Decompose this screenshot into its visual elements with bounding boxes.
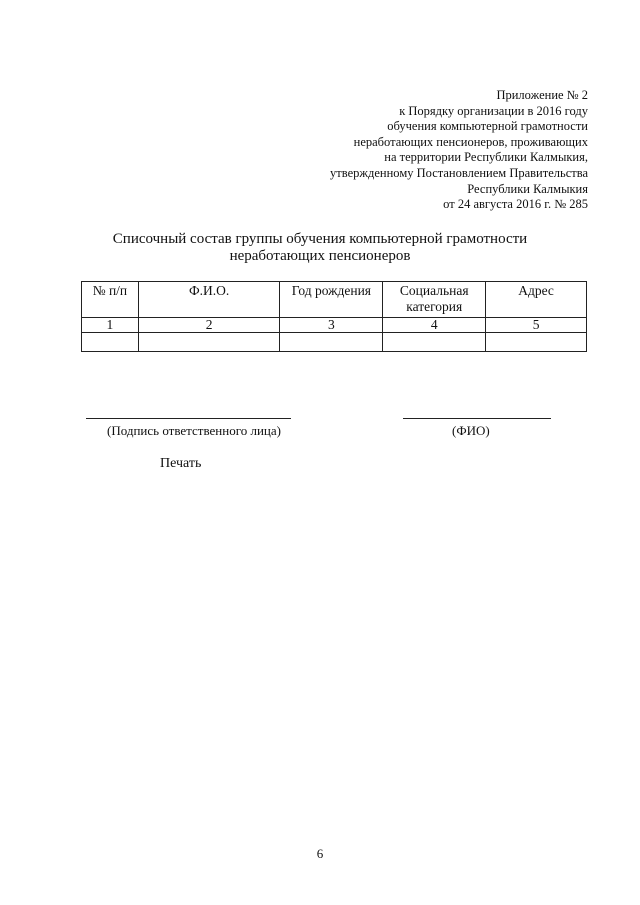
table-cell: 5: [486, 318, 587, 333]
appendix-line: Республики Калмыкия: [467, 181, 588, 196]
table-row: [82, 333, 587, 352]
appendix-line: утвержденному Постановлением Правительства: [330, 165, 588, 180]
appendix-line: от 24 августа 2016 г. № 285: [443, 197, 588, 212]
table-cell: 1: [82, 318, 139, 333]
table-cell: [486, 333, 587, 352]
document-title-line: неработающих пенсионеров: [229, 248, 411, 264]
column-header-birth-year: Год рождения: [280, 282, 383, 318]
table-cell: [280, 333, 383, 352]
column-header-number: № п/п: [82, 282, 139, 318]
signature-line: [86, 418, 291, 419]
full-name-label: (ФИО): [452, 423, 490, 438]
table-cell: [82, 333, 139, 352]
table-cell: 3: [280, 318, 383, 333]
appendix-line: на территории Республики Калмыкия,: [384, 150, 588, 165]
table-numbering-row: [82, 318, 587, 333]
appendix-line: Приложение № 2: [496, 88, 588, 102]
document-title: [0, 231, 640, 265]
column-header-address: Адрес: [486, 282, 587, 318]
column-header-social-category: Социальная категория: [383, 282, 486, 318]
appendix-line: к Порядку организации в 2016 году: [399, 103, 588, 118]
appendix-line: неработающих пенсионеров, проживающих: [353, 134, 588, 149]
table-cell: [383, 333, 486, 352]
table-cell: 4: [383, 318, 486, 333]
table-cell: [138, 333, 280, 352]
roster-table: [81, 281, 587, 352]
table-cell: 2: [138, 318, 280, 333]
table-header-row: [82, 282, 587, 318]
signature-label: (Подпись ответственного лица): [107, 423, 281, 438]
document-title-line: Списочный состав группы обучения компьютерной грамотности: [112, 231, 528, 247]
appendix-line: обучения компьютерной грамотности: [387, 119, 588, 134]
column-header-full-name: Ф.И.О.: [138, 282, 280, 318]
appendix-header: [330, 88, 588, 213]
stamp-label: Печать: [160, 456, 202, 471]
page-number: 6: [316, 846, 324, 861]
full-name-line: [403, 418, 551, 419]
